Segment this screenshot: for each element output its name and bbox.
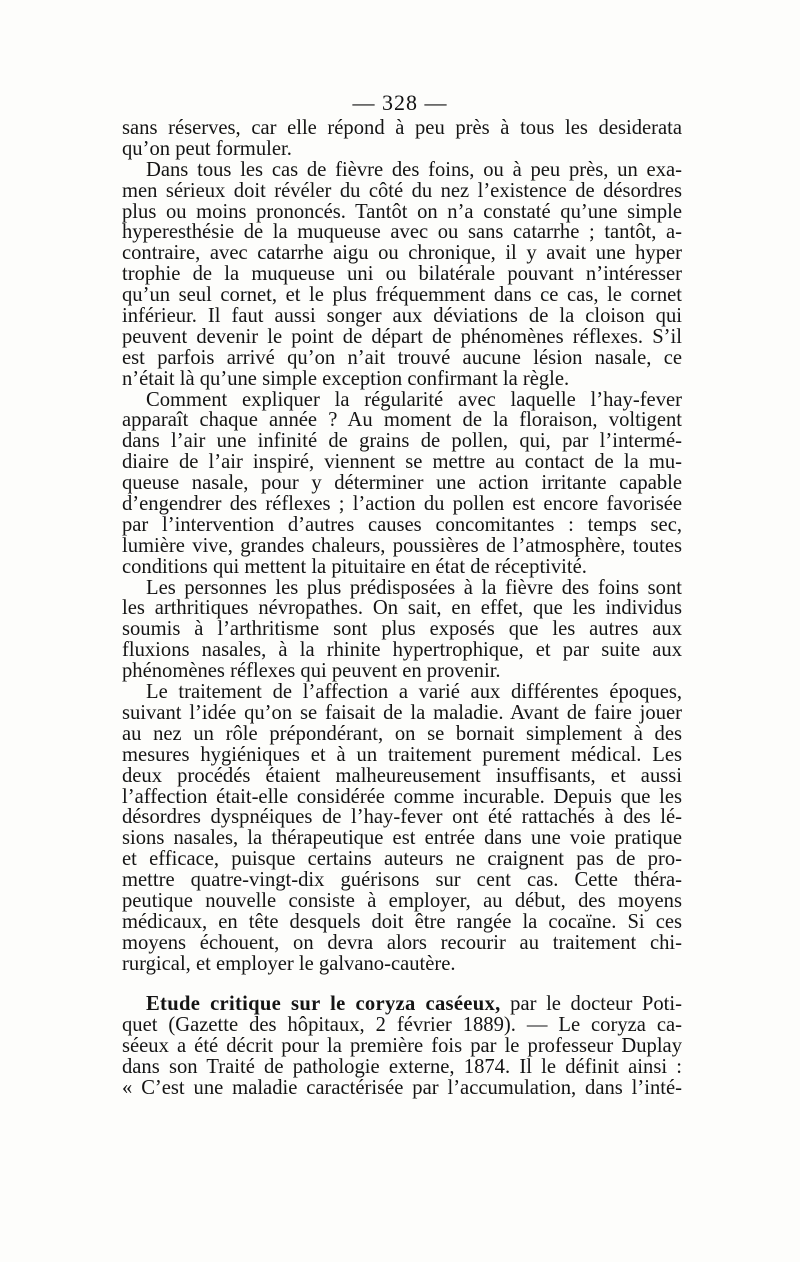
text-line: queuse nasale, pour y déterminer une action irritante capable <box>122 472 682 495</box>
text-line: qu’un seul cornet, et le plus fréquemment dans ce cas, le cornet <box>122 284 682 307</box>
text-line: n’était là qu’une simple exception confirmant la règle. <box>122 367 570 390</box>
text-line: au nez un rôle prépondérant, on se bornait simplement à des <box>122 722 682 745</box>
text-line: désordres dyspnéiques de l’hay-fever ont été rattachés à des lé- <box>122 806 682 829</box>
text-line: moyens échouent, on devra alors recourir au traitement chi- <box>122 931 682 954</box>
text-line: d’engendrer des réflexes ; l’action du pollen est encore favorisée <box>122 493 682 516</box>
page-number: — 328 — <box>352 90 448 115</box>
text-line: soumis à l’arthritisme sont plus exposés que les autres aux <box>122 618 682 641</box>
text-line: est parfois arrivé qu’on n’ait trouvé aucune lésion nasale, ce <box>122 346 682 369</box>
text-line: Les personnes les plus prédisposées à la fièvre des foins sont <box>146 576 682 599</box>
text-line: Comment expliquer la régularité avec laquelle l’hay-fever <box>146 388 682 411</box>
text-line: par l’intervention d’autres causes concomitantes : temps sec, <box>122 513 682 536</box>
text-line: Dans tous les cas de fièvre des foins, ou à peu près, un exa- <box>146 158 682 181</box>
text-line: phénomènes réflexes qui peuvent en provenir. <box>122 660 501 683</box>
text-line: Le traitement de l’affection a varié aux différentes époques, <box>146 681 682 704</box>
text-line: l’affection était-elle considérée comme incurable. Depuis que les <box>122 785 682 808</box>
text-line: fluxions nasales, à la rhinite hypertrophique, et par suite aux <box>122 639 682 662</box>
text-line: « C’est une maladie caractérisée par l’accumulation, dans l’inté- <box>122 1076 682 1099</box>
text-line: mesures hygiéniques et à un traitement purement médical. Les <box>122 743 682 766</box>
text-line: qu’on peut formuler. <box>122 137 292 160</box>
text-line: apparaît chaque année ? Au moment de la floraison, voltigent <box>122 409 682 432</box>
text-line: inférieur. Il faut aussi songer aux déviations de la cloison qui <box>122 305 682 328</box>
text-line: sions nasales, la thérapeutique est entrée dans une voie pratique <box>122 827 682 850</box>
text-line: sans réserves, car elle répond à peu près à tous les desiderata <box>122 117 682 139</box>
text-line: lumière vive, grandes chaleurs, poussières de l’atmosphère, toutes <box>122 534 682 557</box>
text-line: dans son Traité de pathologie externe, 1874. Il le définit ainsi : <box>122 1055 682 1078</box>
text-line: conditions qui mettent la pituitaire en état de réceptivité. <box>122 555 587 578</box>
text-line: plus ou moins prononcés. Tantôt on n’a constaté qu’une simple <box>122 200 682 223</box>
text-line: hyperesthésie de la muqueuse avec ou sans catarrhe ; tantôt, a- <box>122 221 682 244</box>
text-line: peuvent devenir le point de départ de phénomènes réflexes. S’il <box>122 325 682 348</box>
text-line: et efficace, puisque certains auteurs ne craignent pas de pro- <box>122 848 682 871</box>
text-line: trophie de la muqueuse uni ou bilatérale pouvant n’intéresser <box>122 263 682 286</box>
text-line: quet (Gazette des hôpitaux, 2 février 1889). — Le coryza ca- <box>122 1013 682 1036</box>
text-line: suivant l’idée qu’on se faisait de la maladie. Avant de faire jouer <box>122 701 682 724</box>
text-line: contraire, avec catarrhe aigu ou chronique, il y avait une hyper <box>122 242 682 265</box>
text-line: séeux a été décrit pour la première fois par le professeur Duplay <box>122 1034 682 1057</box>
body-text-section-1 <box>122 118 682 975</box>
text-line: mettre quatre-vingt-dix guérisons sur cent cas. Cette théra- <box>122 869 682 892</box>
text-line: peutique nouvelle consiste à employer, au début, des moyens <box>122 889 682 912</box>
section-heading-line <box>122 994 682 1015</box>
section-heading: Etude critique sur le coryza caséeux, <box>146 993 501 1015</box>
text-line: deux procédés étaient malheureusement insuffisants, et aussi <box>122 764 682 787</box>
text-line: diaire de l’air inspiré, viennent se mettre au contact de la mu- <box>122 451 682 474</box>
text-line: médicaux, en tête desquels doit être rangée la cocaïne. Si ces <box>122 910 682 933</box>
section-heading-rest: par le docteur Poti- <box>500 993 682 1015</box>
text-line: les arthritiques névropathes. On sait, en effet, que les individus <box>122 597 682 620</box>
text-line: men sérieux doit révéler du côté du nez l’existence de désordres <box>122 179 682 202</box>
text-line: dans l’air une infinité de grains de pollen, qui, par l’intermé- <box>122 430 682 453</box>
body-text-section-2 <box>122 994 682 1098</box>
text-line: rurgical, et employer le galvano-cautère. <box>122 952 456 975</box>
